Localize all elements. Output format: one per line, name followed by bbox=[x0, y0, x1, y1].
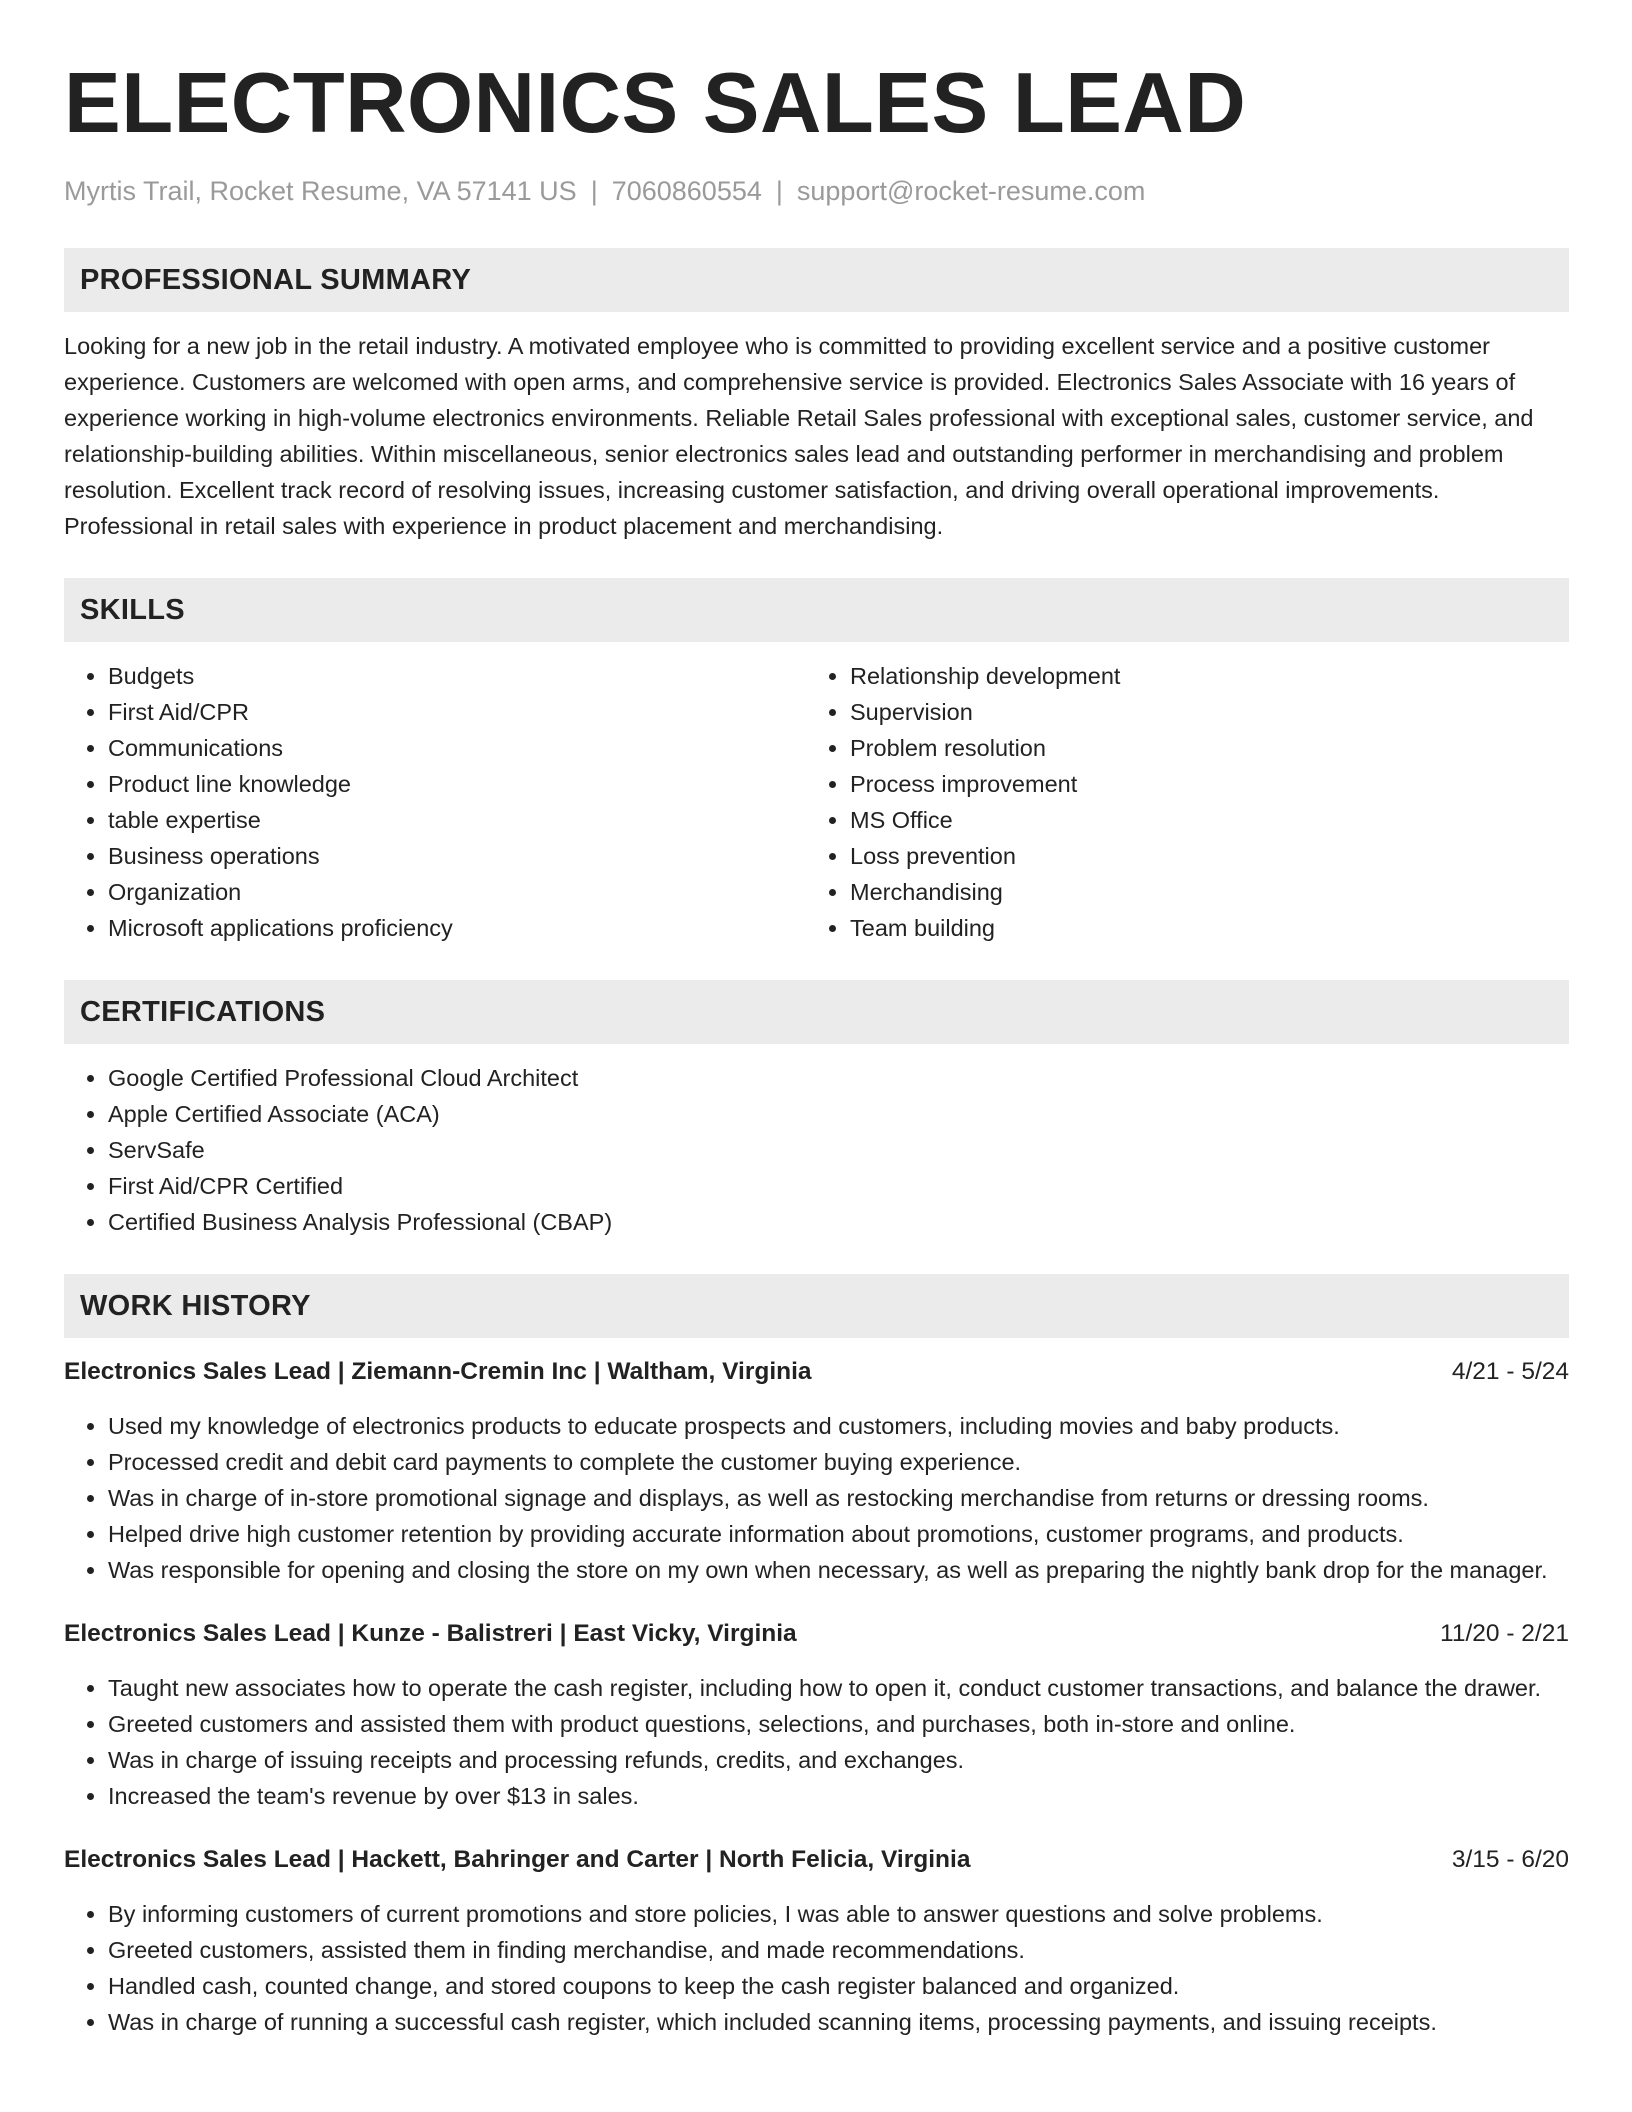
skill-item: • Team building bbox=[850, 910, 1548, 946]
skill-item: • Supervision bbox=[850, 694, 1548, 730]
skills-column-left bbox=[64, 658, 806, 946]
job-bullet: • Handled cash, counted change, and stored coupons to keep the cash register balanced and organized. bbox=[108, 1968, 1569, 2004]
contact-email: support@rocket-resume.com bbox=[796, 176, 1146, 206]
certifications-list bbox=[64, 1060, 1569, 1240]
job-bullet: • Greeted customers and assisted them with product questions, selections, and purchases, both in-store and online. bbox=[108, 1706, 1569, 1742]
skill-item: • Relationship development bbox=[850, 658, 1548, 694]
skills-list-left bbox=[64, 658, 806, 946]
contact-address: Myrtis Trail, Rocket Resume, VA 57141 US bbox=[64, 176, 577, 206]
job-heading: Electronics Sales Lead | Hackett, Bahringer and Carter | North Felicia, Virginia bbox=[64, 1846, 971, 1873]
contact-phone: 7060860554 bbox=[611, 176, 762, 206]
job-header bbox=[64, 1616, 1569, 1652]
skill-item: • Business operations bbox=[108, 838, 806, 874]
skill-item: • Organization bbox=[108, 874, 806, 910]
skills-column-right bbox=[806, 658, 1548, 946]
job-bullet: • Increased the team's revenue by over $13 in sales. bbox=[108, 1778, 1569, 1814]
job-bullets bbox=[64, 1896, 1569, 2040]
section-header-summary: PROFESSIONAL SUMMARY bbox=[64, 248, 1569, 312]
skill-item: • Communications bbox=[108, 730, 806, 766]
job-header bbox=[64, 1842, 1569, 1878]
job-dates: 3/15 - 6/20 bbox=[1451, 1846, 1569, 1873]
skill-item: • MS Office bbox=[850, 802, 1548, 838]
skills-grid bbox=[64, 658, 1569, 946]
section-header-work-history: WORK HISTORY bbox=[64, 1274, 1569, 1338]
job-bullet: • Taught new associates how to operate the cash register, including how to open it, conduct customer transactions, and balance the drawer. bbox=[108, 1670, 1569, 1706]
job-heading: Electronics Sales Lead | Ziemann-Cremin Inc | Waltham, Virginia bbox=[64, 1358, 812, 1385]
job-bullet: • Used my knowledge of electronics products to educate prospects and customers, including movies and baby products. bbox=[108, 1408, 1569, 1444]
job-bullet: • Processed credit and debit card payments to complete the customer buying experience. bbox=[108, 1444, 1569, 1480]
skill-item: • Loss prevention bbox=[850, 838, 1548, 874]
skill-item: • table expertise bbox=[108, 802, 806, 838]
contact-separator: | bbox=[590, 176, 598, 206]
job-header bbox=[64, 1354, 1569, 1390]
skill-item: • Merchandising bbox=[850, 874, 1548, 910]
job-bullet: • Was responsible for opening and closing the store on my own when necessary, as well as preparing the nightly bank drop for the manager. bbox=[108, 1552, 1569, 1588]
certification-item: • Apple Certified Associate (ACA) bbox=[108, 1096, 1569, 1132]
contact-line bbox=[64, 174, 1569, 208]
certification-item: • Google Certified Professional Cloud Architect bbox=[108, 1060, 1569, 1096]
certifications-block bbox=[64, 1060, 1569, 1240]
job-dates: 4/21 - 5/24 bbox=[1451, 1358, 1569, 1385]
skill-item: • First Aid/CPR bbox=[108, 694, 806, 730]
job-bullet: • Was in charge of running a successful cash register, which included scanning items, processing payments, and issuing receipts. bbox=[108, 2004, 1569, 2040]
job-entry bbox=[64, 1354, 1569, 1588]
skill-item: • Budgets bbox=[108, 658, 806, 694]
certification-item: • First Aid/CPR Certified bbox=[108, 1168, 1569, 1204]
job-bullet: • Helped drive high customer retention by providing accurate information about promotions, customer programs, and products. bbox=[108, 1516, 1569, 1552]
skills-list-right bbox=[806, 658, 1548, 946]
job-dates: 11/20 - 2/21 bbox=[1440, 1620, 1569, 1647]
section-header-certifications: CERTIFICATIONS bbox=[64, 980, 1569, 1044]
skill-item: • Problem resolution bbox=[850, 730, 1548, 766]
summary-text: Looking for a new job in the retail industry. A motivated employee who is committed to providing excellent service and a positive customer experience. Customers are welcomed with open arms, and comprehensive service is provided. Electronics Sales Associate with 16 years of experience working in high-volume electronics environments. Reliable Retail Sales professional with exceptional sales, customer service, and relationship-building abilities. Within miscellaneous, senior electronics sales lead and outstanding performer in merchandising and problem resolution. Excellent track record of resolving issues, increasing customer satisfaction, and driving overall operational improvements. Professional in retail sales with experience in product placement and merchandising. bbox=[64, 333, 1534, 539]
certification-item: • Certified Business Analysis Professional (CBAP) bbox=[108, 1204, 1569, 1240]
job-bullet: • Was in charge of in-store promotional signage and displays, as well as restocking merchandise from returns or dressing rooms. bbox=[108, 1480, 1569, 1516]
skill-item: • Microsoft applications proficiency bbox=[108, 910, 806, 946]
skill-item: • Product line knowledge bbox=[108, 766, 806, 802]
job-heading: Electronics Sales Lead | Kunze - Balistreri | East Vicky, Virginia bbox=[64, 1620, 797, 1647]
certification-item: • ServSafe bbox=[108, 1132, 1569, 1168]
job-bullets bbox=[64, 1670, 1569, 1814]
job-bullet: • Was in charge of issuing receipts and processing refunds, credits, and exchanges. bbox=[108, 1742, 1569, 1778]
job-entry bbox=[64, 1842, 1569, 2040]
section-header-skills: SKILLS bbox=[64, 578, 1569, 642]
resume-title: ELECTRONICS SALES LEAD bbox=[64, 56, 1247, 151]
skill-item: • Process improvement bbox=[850, 766, 1548, 802]
job-bullets bbox=[64, 1408, 1569, 1588]
contact-separator: | bbox=[775, 176, 783, 206]
job-bullet: • Greeted customers, assisted them in finding merchandise, and made recommendations. bbox=[108, 1932, 1569, 1968]
job-entry bbox=[64, 1616, 1569, 1814]
job-bullet: • By informing customers of current promotions and store policies, I was able to answer questions and solve problems. bbox=[108, 1896, 1569, 1932]
